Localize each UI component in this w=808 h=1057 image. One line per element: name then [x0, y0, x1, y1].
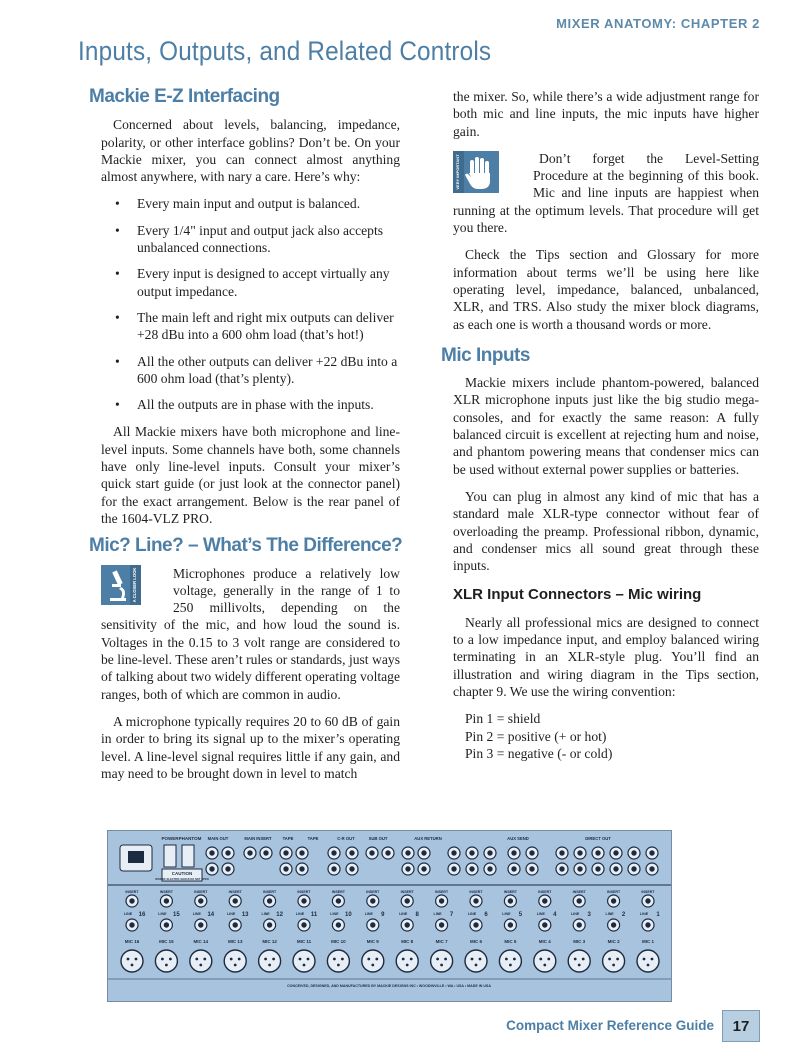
- ez-paragraph-2: All Mackie mixers have both microphone and line-level inputs. Some channels have both, some channels have only line-level inputs. Consult your mixer’s quick start guide (or just look at the connector panel) for the exact arrangement. Below is the rear panel of the 1604-VLZ PRO.: [101, 424, 400, 526]
- line-jack-center: [439, 922, 444, 927]
- insert-label: INSERT: [194, 890, 208, 894]
- xlr-pin: [582, 958, 585, 961]
- mic-line-paragraph-1: Microphones produce a relatively low voltage, generally in the range of 1 to 250 millivolts, depending on the sensitivity of the mic, and how loud the sound is. Voltages in the 0.15 to 3 volt range are considered to be line-level. These aren’t rules or standards, just ways of talking about two widely different operating voltage ranges, both of which are common in audio.: [101, 565, 400, 702]
- output-jack-center: [263, 850, 268, 855]
- xlr-connector: [121, 950, 143, 972]
- line-label: LINE: [605, 912, 614, 916]
- top-output-label: MAIN INSERT: [244, 836, 272, 841]
- insert-label: INSERT: [607, 890, 621, 894]
- mic-channel-label: MIC 8: [401, 939, 414, 944]
- important-icon-wrapper: [453, 152, 527, 192]
- line-label: LINE: [330, 912, 339, 916]
- insert-label: INSERT: [297, 890, 311, 894]
- pin-list: [465, 710, 759, 762]
- xlr-pin: [272, 958, 275, 961]
- ez-bullet-list: [101, 195, 400, 413]
- xlr-pin: [513, 958, 516, 961]
- output-jack-center: [331, 866, 336, 871]
- line-label: LINE: [536, 912, 545, 916]
- insert-label: INSERT: [263, 890, 277, 894]
- xlr-pin: [307, 958, 310, 961]
- output-jack-center: [559, 850, 564, 855]
- line-channel-number: 3: [587, 912, 591, 918]
- insert-jack-center: [645, 898, 650, 903]
- output-jack-center: [225, 866, 230, 871]
- output-jack-center: [247, 850, 252, 855]
- continued-paragraph: the mixer. So, while there’s a wide adjustment range for both mic and line inputs, the mic inputs have higher gain.: [453, 89, 759, 139]
- insert-jack-center: [370, 898, 375, 903]
- output-jack-center: [577, 850, 582, 855]
- xlr-connector: [465, 950, 487, 972]
- line-channel-number: 10: [345, 912, 352, 918]
- insert-jack-center: [198, 898, 203, 903]
- page-number: 17: [722, 1010, 760, 1042]
- insert-jack-center: [473, 898, 478, 903]
- mic-inputs-paragraph-1: Mackie mixers include phantom-powered, balanced XLR microphone inputs just like the big studio mega-consoles, and for exactly the same reason: A fully balanced circuit is excellent at rejecting hum and noise, and phantom powering means that condenser mics can be used without external power supplies or batteries.: [453, 375, 759, 477]
- output-jack-center: [405, 866, 410, 871]
- top-output-label: C-R OUT: [337, 836, 355, 841]
- xlr-pin: [135, 958, 138, 961]
- output-jack-center: [451, 866, 456, 871]
- right-column: [441, 88, 759, 762]
- important-icon-text: VERY IMPORTANT: [455, 154, 460, 190]
- phantom-label: PHANTOM: [178, 836, 202, 841]
- caution-title: CAUTION: [171, 871, 193, 876]
- hand-stop-icon: [453, 151, 499, 193]
- output-jack-center: [649, 866, 654, 871]
- line-channel-number: 9: [381, 912, 385, 918]
- output-jack-center: [405, 850, 410, 855]
- line-channel-number: 16: [138, 912, 146, 918]
- output-jack-center: [529, 866, 534, 871]
- xlr-connector: [362, 950, 384, 972]
- line-jack-center: [233, 922, 238, 927]
- line-channel-number: 13: [241, 912, 249, 918]
- xlr-pin: [169, 958, 172, 961]
- top-output-label: AUX SEND: [507, 836, 529, 841]
- top-output-label: DIRECT OUT: [585, 836, 611, 841]
- line-jack-center: [370, 922, 375, 927]
- line-jack-center: [267, 922, 272, 927]
- insert-label: INSERT: [400, 890, 414, 894]
- output-jack-center: [421, 866, 426, 871]
- mic-channel-label: MIC 11: [296, 939, 312, 944]
- power-switch: [164, 845, 176, 867]
- xlr-pin: [299, 958, 302, 961]
- xlr-connector: [499, 950, 521, 972]
- xlr-connector: [224, 950, 246, 972]
- line-jack-center: [611, 922, 616, 927]
- pin-item: Pin 1 = shield: [465, 711, 541, 727]
- xlr-pin: [440, 964, 443, 967]
- xlr-pin: [578, 964, 581, 967]
- top-output-label: MAIN OUT: [207, 836, 229, 841]
- mic-channel-label: MIC 2: [607, 939, 620, 944]
- line-channel-number: 7: [449, 912, 454, 918]
- xlr-connector: [431, 950, 453, 972]
- line-jack-center: [301, 922, 306, 927]
- line-channel-number: 8: [415, 912, 419, 918]
- xlr-pin: [574, 958, 577, 961]
- left-column: [89, 86, 403, 782]
- line-label: LINE: [158, 912, 167, 916]
- xlr-connector: [327, 950, 349, 972]
- line-label: LINE: [433, 912, 442, 916]
- mic-channel-label: MIC 7: [435, 939, 448, 944]
- output-jack-center: [613, 866, 618, 871]
- insert-jack-center: [164, 898, 169, 903]
- line-jack-center: [508, 922, 513, 927]
- xlr-pin: [608, 958, 611, 961]
- xlr-connectors-heading: XLR Input Connectors – Mic wiring: [453, 586, 702, 604]
- pin-item: Pin 2 = positive (+ or hot): [465, 728, 607, 744]
- insert-label: INSERT: [125, 890, 139, 894]
- mic-channel-label: MIC 9: [366, 939, 379, 944]
- xlr-pin: [264, 958, 267, 961]
- power-label: POWER: [161, 836, 179, 841]
- line-channel-number: 4: [553, 912, 557, 918]
- line-jack-center: [129, 922, 134, 927]
- line-jack-center: [336, 922, 341, 927]
- line-channel-number: 1: [656, 912, 660, 918]
- insert-label: INSERT: [641, 890, 655, 894]
- insert-jack-center: [301, 898, 306, 903]
- mic-channel-label: MIC 1: [641, 939, 655, 944]
- tips-paragraph: Check the Tips section and Glossary for more information about terms we’ll be using here like operating level, impedance, balanced, unbalanced, XLR, and TRS. Also study the mixer block diagrams, as each one is worth a thousand words or more.: [453, 247, 759, 332]
- line-jack-center: [645, 922, 650, 927]
- xlr-pin: [165, 964, 168, 967]
- insert-label: INSERT: [435, 890, 449, 894]
- page-title: Inputs, Outputs, and Related Controls: [78, 36, 492, 66]
- output-jack-center: [649, 850, 654, 855]
- output-jack-center: [349, 866, 354, 871]
- line-jack-center: [542, 922, 547, 927]
- mic-inputs-paragraph-2: You can plug in almost any kind of mic that has a standard male XLR-type connector without fear of overloading the preamp. Professional ribbon, dynamic, and condenser mics all sound great through these inputs.: [453, 488, 759, 574]
- xlr-pin: [371, 964, 374, 967]
- xlr-connector: [603, 950, 625, 972]
- ez-intro-paragraph: Concerned about levels, balancing, impedance, polarity, or other interface goblins? Don’t be. On your Mackie mixer, you can connect almost anything almost anywhere, with nary a care. Here’s why:: [101, 117, 400, 185]
- insert-jack-center: [129, 898, 134, 903]
- mic-channel-label: MIC 4: [538, 939, 551, 944]
- output-jack-center: [331, 850, 336, 855]
- insert-label: INSERT: [228, 890, 242, 894]
- xlr-pin: [238, 958, 241, 961]
- xlr-pin: [161, 958, 164, 961]
- mic-channel-label: MIC 16: [124, 939, 140, 944]
- line-label: LINE: [467, 912, 477, 916]
- output-jack-center: [487, 866, 492, 871]
- power-inlet-socket: [128, 851, 144, 863]
- xlr-pin: [230, 958, 233, 961]
- output-jack-center: [529, 850, 534, 855]
- line-label: LINE: [571, 912, 580, 916]
- xlr-pin: [406, 964, 409, 967]
- insert-jack-center: [267, 898, 272, 903]
- line-label: LINE: [364, 912, 373, 916]
- insert-label: INSERT: [159, 890, 173, 894]
- ez-interfacing-heading: Mackie E-Z Interfacing: [89, 86, 280, 107]
- panel-footer-text: CONCEIVED, DESIGNED, AND MANUFACTURED BY MACKIE DESIGNS INC • WOODINVILLE • WA • USA • MADE IN USA: [287, 984, 491, 988]
- output-jack-center: [469, 866, 474, 871]
- line-jack-center: [473, 922, 478, 927]
- chapter-header: MIXER ANATOMY: CHAPTER 2: [556, 16, 760, 31]
- xlr-pin: [547, 958, 550, 961]
- output-jack-center: [487, 850, 492, 855]
- mic-channel-label: MIC 6: [469, 939, 483, 944]
- footer-guide-title: Compact Mixer Reference Guide: [506, 1018, 714, 1033]
- insert-label: INSERT: [366, 890, 380, 894]
- xlr-pin: [475, 964, 478, 967]
- xlr-pin: [651, 958, 654, 961]
- output-jack-center: [469, 850, 474, 855]
- rear-panel-drawing: [108, 831, 671, 1001]
- insert-label: INSERT: [503, 890, 517, 894]
- bullet-item: • All the outputs are in phase with the inputs.: [101, 396, 400, 413]
- xlr-pin: [436, 958, 439, 961]
- output-jack-center: [385, 850, 390, 855]
- line-jack-center: [405, 922, 410, 927]
- caution-text: RISK OF ELECTRIC SHOCK DO NOT OPEN: [155, 878, 209, 881]
- insert-jack-center: [611, 898, 616, 903]
- output-jack-center: [631, 866, 636, 871]
- xlr-pin: [612, 964, 615, 967]
- insert-jack-center: [542, 898, 547, 903]
- mic-channel-label: MIC 3: [573, 939, 586, 944]
- output-jack-center: [421, 850, 426, 855]
- xlr-pin: [337, 964, 340, 967]
- xlr-pin: [199, 964, 202, 967]
- insert-label: INSERT: [469, 890, 483, 894]
- pin-item: Pin 3 = negative (- or cold): [465, 745, 613, 761]
- mic-channel-label: MIC 5: [504, 939, 517, 944]
- output-jack-center: [225, 850, 230, 855]
- line-label: LINE: [192, 912, 201, 916]
- xlr-connector: [396, 950, 418, 972]
- line-jack-center: [577, 922, 582, 927]
- xlr-pin: [543, 964, 546, 967]
- xlr-connector: [155, 950, 177, 972]
- mic-channel-label: MIC 12: [262, 939, 277, 944]
- phantom-switch: [182, 845, 194, 867]
- xlr-pin: [616, 958, 619, 961]
- xlr-pin: [505, 958, 508, 961]
- xlr-pin: [643, 958, 646, 961]
- top-output-label: SUB OUT: [368, 836, 388, 841]
- output-jack-center: [511, 866, 516, 871]
- mic-channel-label: MIC 13: [227, 939, 243, 944]
- line-channel-number: 5: [518, 912, 523, 918]
- xlr-connector: [637, 950, 659, 972]
- mic-channel-label: MIC 10: [331, 939, 346, 944]
- xlr-connector: [534, 950, 556, 972]
- line-label: LINE: [295, 912, 305, 916]
- line-label: LINE: [399, 912, 408, 916]
- mic-inputs-heading: Mic Inputs: [441, 344, 530, 366]
- output-jack-center: [209, 850, 214, 855]
- xlr-pin: [203, 958, 206, 961]
- output-jack-center: [595, 866, 600, 871]
- output-jack-center: [631, 850, 636, 855]
- mic-channel-label: MIC 15: [159, 939, 174, 944]
- microscope-icon: [101, 565, 141, 605]
- line-channel-number: 14: [207, 912, 215, 918]
- line-label: LINE: [639, 912, 649, 916]
- line-label: LINE: [227, 912, 236, 916]
- line-jack-center: [164, 922, 169, 927]
- bullet-item: • The main left and right mix outputs can deliver +28 dBu into a 600 ohm load (that’s hot!): [101, 309, 400, 344]
- closer-look-icon-wrapper: [101, 567, 167, 603]
- xlr-pin: [268, 964, 271, 967]
- xlr-pin: [333, 958, 336, 961]
- xlr-pin: [402, 958, 405, 961]
- output-jack-center: [613, 850, 618, 855]
- xlr-pin: [647, 964, 650, 967]
- output-jack-center: [577, 866, 582, 871]
- insert-label: INSERT: [538, 890, 552, 894]
- line-label: LINE: [261, 912, 270, 916]
- insert-jack-center: [336, 898, 341, 903]
- xlr-pin: [410, 958, 413, 961]
- rear-panel-illustration: [107, 830, 672, 1002]
- line-channel-number: 15: [173, 912, 180, 918]
- top-output-label: TAPE: [307, 836, 319, 841]
- xlr-pin: [303, 964, 306, 967]
- line-channel-number: 6: [484, 912, 488, 918]
- xlr-pin: [509, 964, 512, 967]
- line-channel-number: 12: [276, 912, 283, 918]
- xlr-pin: [234, 964, 237, 967]
- xlr-pin: [131, 964, 134, 967]
- xlr-pin: [341, 958, 344, 961]
- xlr-pin: [479, 958, 482, 961]
- xlr-connector: [190, 950, 212, 972]
- output-jack-center: [349, 850, 354, 855]
- xlr-pin: [539, 958, 542, 961]
- xlr-paragraph: Nearly all professional mics are designed to connect to a low impedance input, and employ balanced wiring terminating in an XLR-style plug. You’ll find an illustration and wiring diagram in the Tips section, chapter 9. We use the wiring convention:: [453, 614, 759, 699]
- bullet-item: • Every 1/4" input and output jack also accepts unbalanced connections.: [101, 222, 400, 257]
- xlr-pin: [375, 958, 378, 961]
- insert-label: INSERT: [331, 890, 345, 894]
- bullet-item: • All the other outputs can deliver +22 dBu into a 600 ohm load (that’s plenty).: [101, 353, 400, 388]
- insert-label: INSERT: [572, 890, 586, 894]
- bullet-item: • Every input is designed to accept virtually any output impedance.: [101, 265, 400, 300]
- line-label: LINE: [502, 912, 511, 916]
- xlr-pin: [195, 958, 198, 961]
- output-jack-center: [369, 850, 374, 855]
- output-jack-center: [299, 850, 304, 855]
- xlr-connector: [568, 950, 590, 972]
- xlr-pin: [471, 958, 474, 961]
- output-jack-center: [299, 866, 304, 871]
- mic-line-paragraph-2: A microphone typically requires 20 to 60 dB of gain in order to bring its signal up to the mixer’s operating level. A line-level signal requires little if any gain, and may need to be brought down in level to match: [101, 713, 400, 781]
- bullet-item: • Every main input and output is balanced.: [101, 195, 400, 212]
- output-jack-center: [283, 866, 288, 871]
- xlr-pin: [367, 958, 370, 961]
- insert-jack-center: [233, 898, 238, 903]
- output-jack-center: [559, 866, 564, 871]
- xlr-connector: [293, 950, 315, 972]
- output-jack-center: [283, 850, 288, 855]
- insert-jack-center: [577, 898, 582, 903]
- xlr-connector: [259, 950, 281, 972]
- line-channel-number: 11: [310, 912, 318, 918]
- line-jack-center: [198, 922, 203, 927]
- important-paragraph: Don’t forget the Level-Setting Procedure at the beginning of this book. Mic and line inputs are happiest when running at the optimum levels. That procedure will get you there.: [453, 150, 759, 236]
- line-label: LINE: [123, 912, 133, 916]
- mic-line-heading: Mic? Line? – What’s The Difference?: [89, 535, 403, 557]
- xlr-pin: [444, 958, 447, 961]
- xlr-pin: [127, 958, 130, 961]
- insert-jack-center: [439, 898, 444, 903]
- output-jack-center: [451, 850, 456, 855]
- mic-channel-label: MIC 14: [193, 939, 209, 944]
- output-jack-center: [511, 850, 516, 855]
- insert-jack-center: [405, 898, 410, 903]
- closer-look-icon-text: A CLOSER LOOK: [132, 567, 137, 602]
- top-output-label: AUX RETURN: [414, 836, 442, 841]
- output-jack-center: [595, 850, 600, 855]
- insert-jack-center: [508, 898, 513, 903]
- top-output-label: TAPE: [282, 836, 294, 841]
- output-jack-center: [209, 866, 214, 871]
- line-channel-number: 2: [621, 912, 626, 918]
